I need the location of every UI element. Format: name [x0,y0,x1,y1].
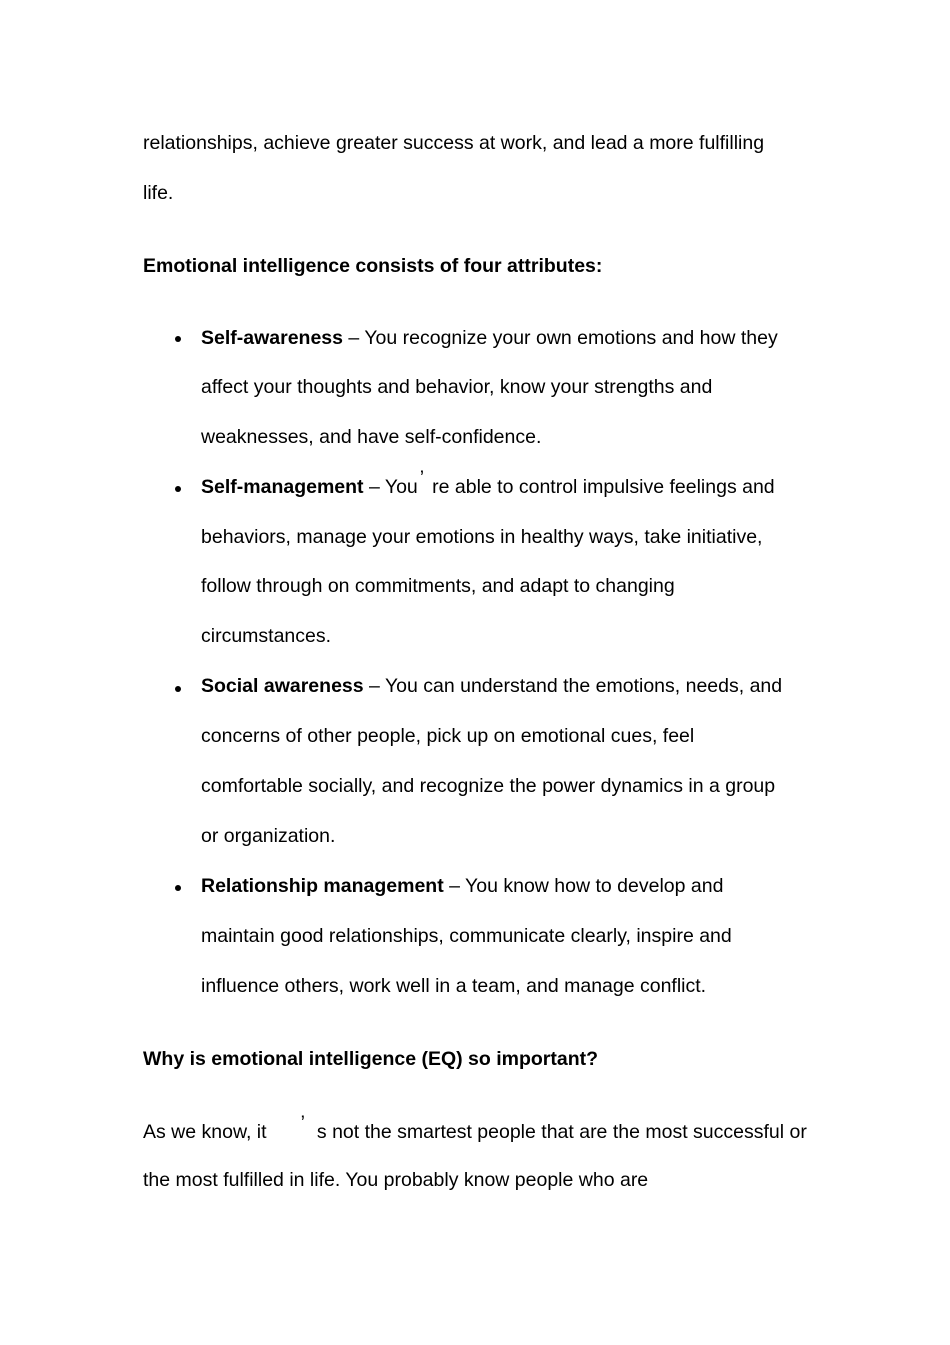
attribute-text: You know how to develop and [465,875,724,897]
attribute-text: You [384,476,418,498]
closing-line-1 [143,1112,807,1144]
attribute-text: You recognize your own emotions and how they [364,327,778,349]
bullet-icon [175,885,181,891]
list-item-line: or organization. [201,825,336,847]
bullet-icon [175,486,181,492]
attribute-text: You can understand the emotions, needs, and [384,675,783,697]
closing-line-2: the most fulfilled in life. You probably know people who are [143,1169,649,1191]
list-item-social-awareness [201,674,782,698]
attribute-dash: – [443,875,466,897]
apostrophe: ’ [300,1112,305,1134]
apostrophe: ’ [419,467,425,489]
list-item-self-management [201,467,775,499]
attribute-dash: – [343,327,365,349]
list-item-line: maintain good relationships, communicate clearly, inspire and [201,925,732,947]
attribute-term: Self-awareness [201,327,343,349]
attribute-term: Relationship management [201,875,444,897]
list-item-relationship-management [201,874,723,898]
closing-text-end: s not the smartest people that are the most successful or [316,1121,807,1143]
list-item-line: weaknesses, and have self-confidence. [201,426,542,448]
list-item-line: comfortable socially, and recognize the power dynamics in a group [201,775,776,797]
intro-line-2: life. [143,182,174,204]
bullet-icon [175,336,181,342]
list-item-line: affect your thoughts and behavior, know your strengths and [201,376,713,398]
attribute-term: Self-management [201,476,364,498]
list-item-self-awareness [201,326,778,350]
list-item-line: behaviors, manage your emotions in healthy ways, take initiative, [201,526,763,548]
intro-line-1: relationships, achieve greater success at work, and lead a more fulfilling [143,132,765,154]
bullet-icon [175,686,181,692]
closing-text-start: As we know, it [143,1121,267,1143]
list-item-line: influence others, work well in a team, and manage conflict. [201,975,707,997]
attribute-dash: – [363,675,385,697]
list-item-line: follow through on commitments, and adapt to changing [201,575,675,597]
list-item-line: concerns of other people, pick up on emotional cues, feel [201,725,695,747]
attribute-text-cont: re able to control impulsive feelings and [432,476,775,498]
attribute-term: Social awareness [201,675,364,697]
attribute-dash: – [363,476,385,498]
section-heading-importance: Why is emotional intelligence (EQ) so important? [143,1048,599,1070]
section-heading-attributes: Emotional intelligence consists of four attributes: [143,255,603,277]
list-item-line: circumstances. [201,625,332,647]
